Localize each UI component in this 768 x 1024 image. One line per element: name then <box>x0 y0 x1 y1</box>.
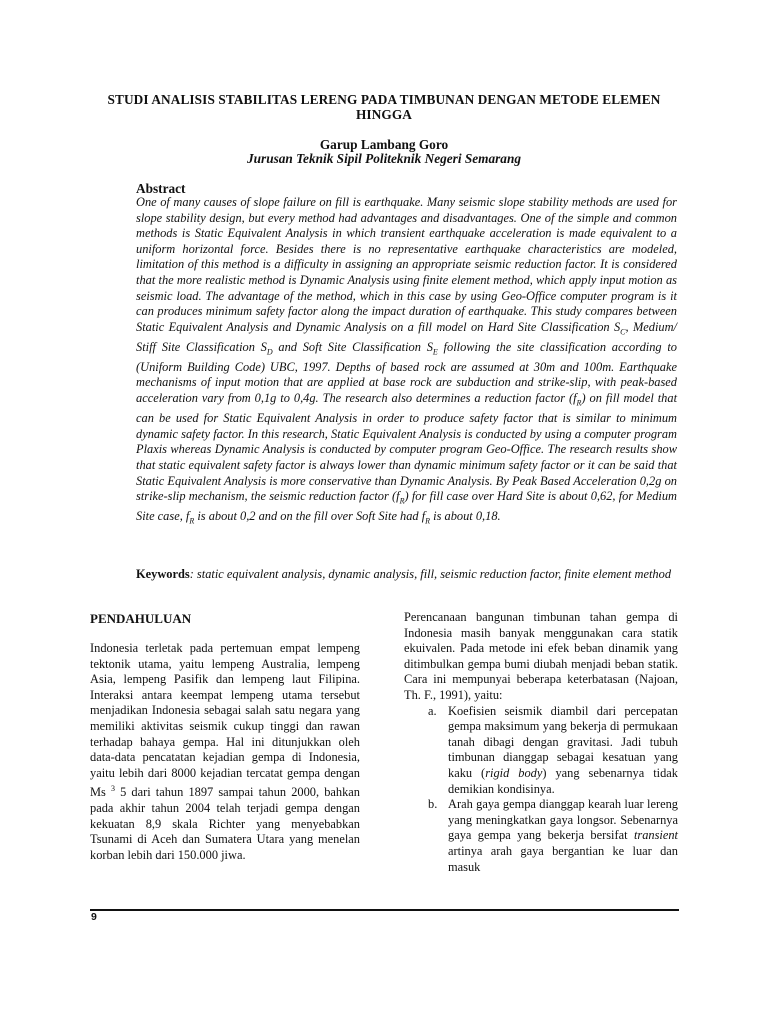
right-column-intro: Perencanaan bangunan timbunan tahan gempa di Indonesia masih banyak menggunakan cara statik ekuivalen. Pada metode ini efek beban dinamik yang ditimbulkan gempa bumi diubah menjadi beban statik. Cara ini mempunyai beberapa keterbatasan (Najoan, Th. F., 1991), yaitu: <box>404 610 678 702</box>
author-affiliation: Jurusan Teknik Sipil Politeknik Negeri Semarang <box>247 151 521 166</box>
section-heading: PENDAHULUAN <box>90 611 192 626</box>
footer-rule <box>90 909 679 911</box>
keywords-label: Keywords <box>136 567 190 581</box>
list-marker: a. <box>428 703 437 718</box>
right-column <box>404 610 678 875</box>
list-item: a. Koefisien seismik diambil dari percepatan gempa maksimum yang bekerja di permukaan tanah dibagi dengan gravitasi. Jadi tubuh timbunan dianggap sebagai kesatuan yang kaku (rigid body) yang sebenarnya tidak demikian kondisinya. <box>428 703 679 796</box>
page-number: 9 <box>91 911 97 923</box>
paper-title: STUDI ANALISIS STABILITAS LERENG PADA TIMBUNAN DENGAN METODE ELEMEN HINGGA <box>107 92 661 122</box>
abstract-heading: Abstract <box>136 181 186 196</box>
keywords-text: : static equivalent analysis, dynamic analysis, fill, seismic reduction factor, finite element method <box>189 567 672 581</box>
abstract-body: One of many causes of slope failure on fill is earthquake. Many seismic slope stability methods are used for slope stability design, but every method had advantages and disadvantages. One of the simple and common methods is Static Equivalent Analysis in which transient earthquake acceleration is made equivalent to a uniform horizontal force. Besides there is no representative earthquake characteristics are modeled, limitation of this method is a difficulty in assigning an appropriate seismic reduction factor. It is considered that the more realistic method is Dynamic Analysis using finite element method, which apply input motion as seismic load. The advantage of the method, which in this case by using Geo-Office computer program is it can produces minimum safety factor along the impact duration of earthquake. This study compares between Static Equivalent Analysis and Dynamic Analysis on a fill model on Hard Site Classification $S_C$, Medium/ Stiff Site Classification $S_D$ and Soft Site Classification $S_E$ following the site classification according to (Uniform Building Code) UBC, 1997. Depths of based rock are assumed at 30m and 100m. Earthquake mechanisms of input motion that are applied at base rock are subduction and strike-slip, with peak-based acceleration vary from 0,1g to 0,4g. The research also determines a reduction factor $(f_R)$ on fill model that can be used for Static Equivalent Analysis in order to produce safety factor that is similar to minimum dynamic safety factor. In this research, Static Equivalent Analysis is conducted by using a computer program Plaxis whereas Dynamic Analysis is conducted by computer program Geo-Office. The research results show that static equivalent safety factor is always lower than dynamic minimum safety factor or it can be said that Static Equivalent Analysis is more conservative than Dynamic Analysis. By Peak Based Acceleration 0,2g on strike-slip mechanism, the seismic reduction factor $(f_R)$ for fill case over Hard Site is about 0,62, for Medium Site case, $f_R$ is about 0,2 and on the fill over Soft Site had $f_R$ is about 0,18. <box>136 195 678 526</box>
limitations-list <box>404 704 678 876</box>
list-item: b. Arah gaya gempa dianggap kearah luar lereng yang meningkatkan gaya longsor. Sebenarnya gaya gempa yang bekerja bersifat transient artinya arah gaya bergantian ke luar dan masuk <box>428 797 678 874</box>
keywords <box>136 567 677 583</box>
left-column-paragraph: Indonesia terletak pada pertemuan empat lempeng tektonik utama, yaitu lempeng Australia, lempeng Asia, lempeng Pasifik dan lempeng laut Filipina. Interaksi antara keempat lempeng utama tersebut menjadikan Indonesia sebagai salah satu negara yang memiliki aktivitas seismik cukup tinggi dan rawan terhadap bahaya gempa. Hal ini ditunjukkan oleh data-data pencatatan kejadian gempa di Indonesia, yaitu lebih dari 8000 kejadian tercatat gempa dengan Ms $^3$ 5 dari tahun 1897 sampai tahun 2000, bahkan pada akhir tahun 2004 telah terjadi gempa dengan kekuatan 8,9 skala Richter yang menyebabkan Tsunami di Aceh dan Sumatera Utara yang menelan korban lebih dari 150.000 jiwa. <box>90 641 360 862</box>
list-marker: b. <box>428 797 438 812</box>
author-name: Garup Lambang Goro <box>319 137 449 152</box>
